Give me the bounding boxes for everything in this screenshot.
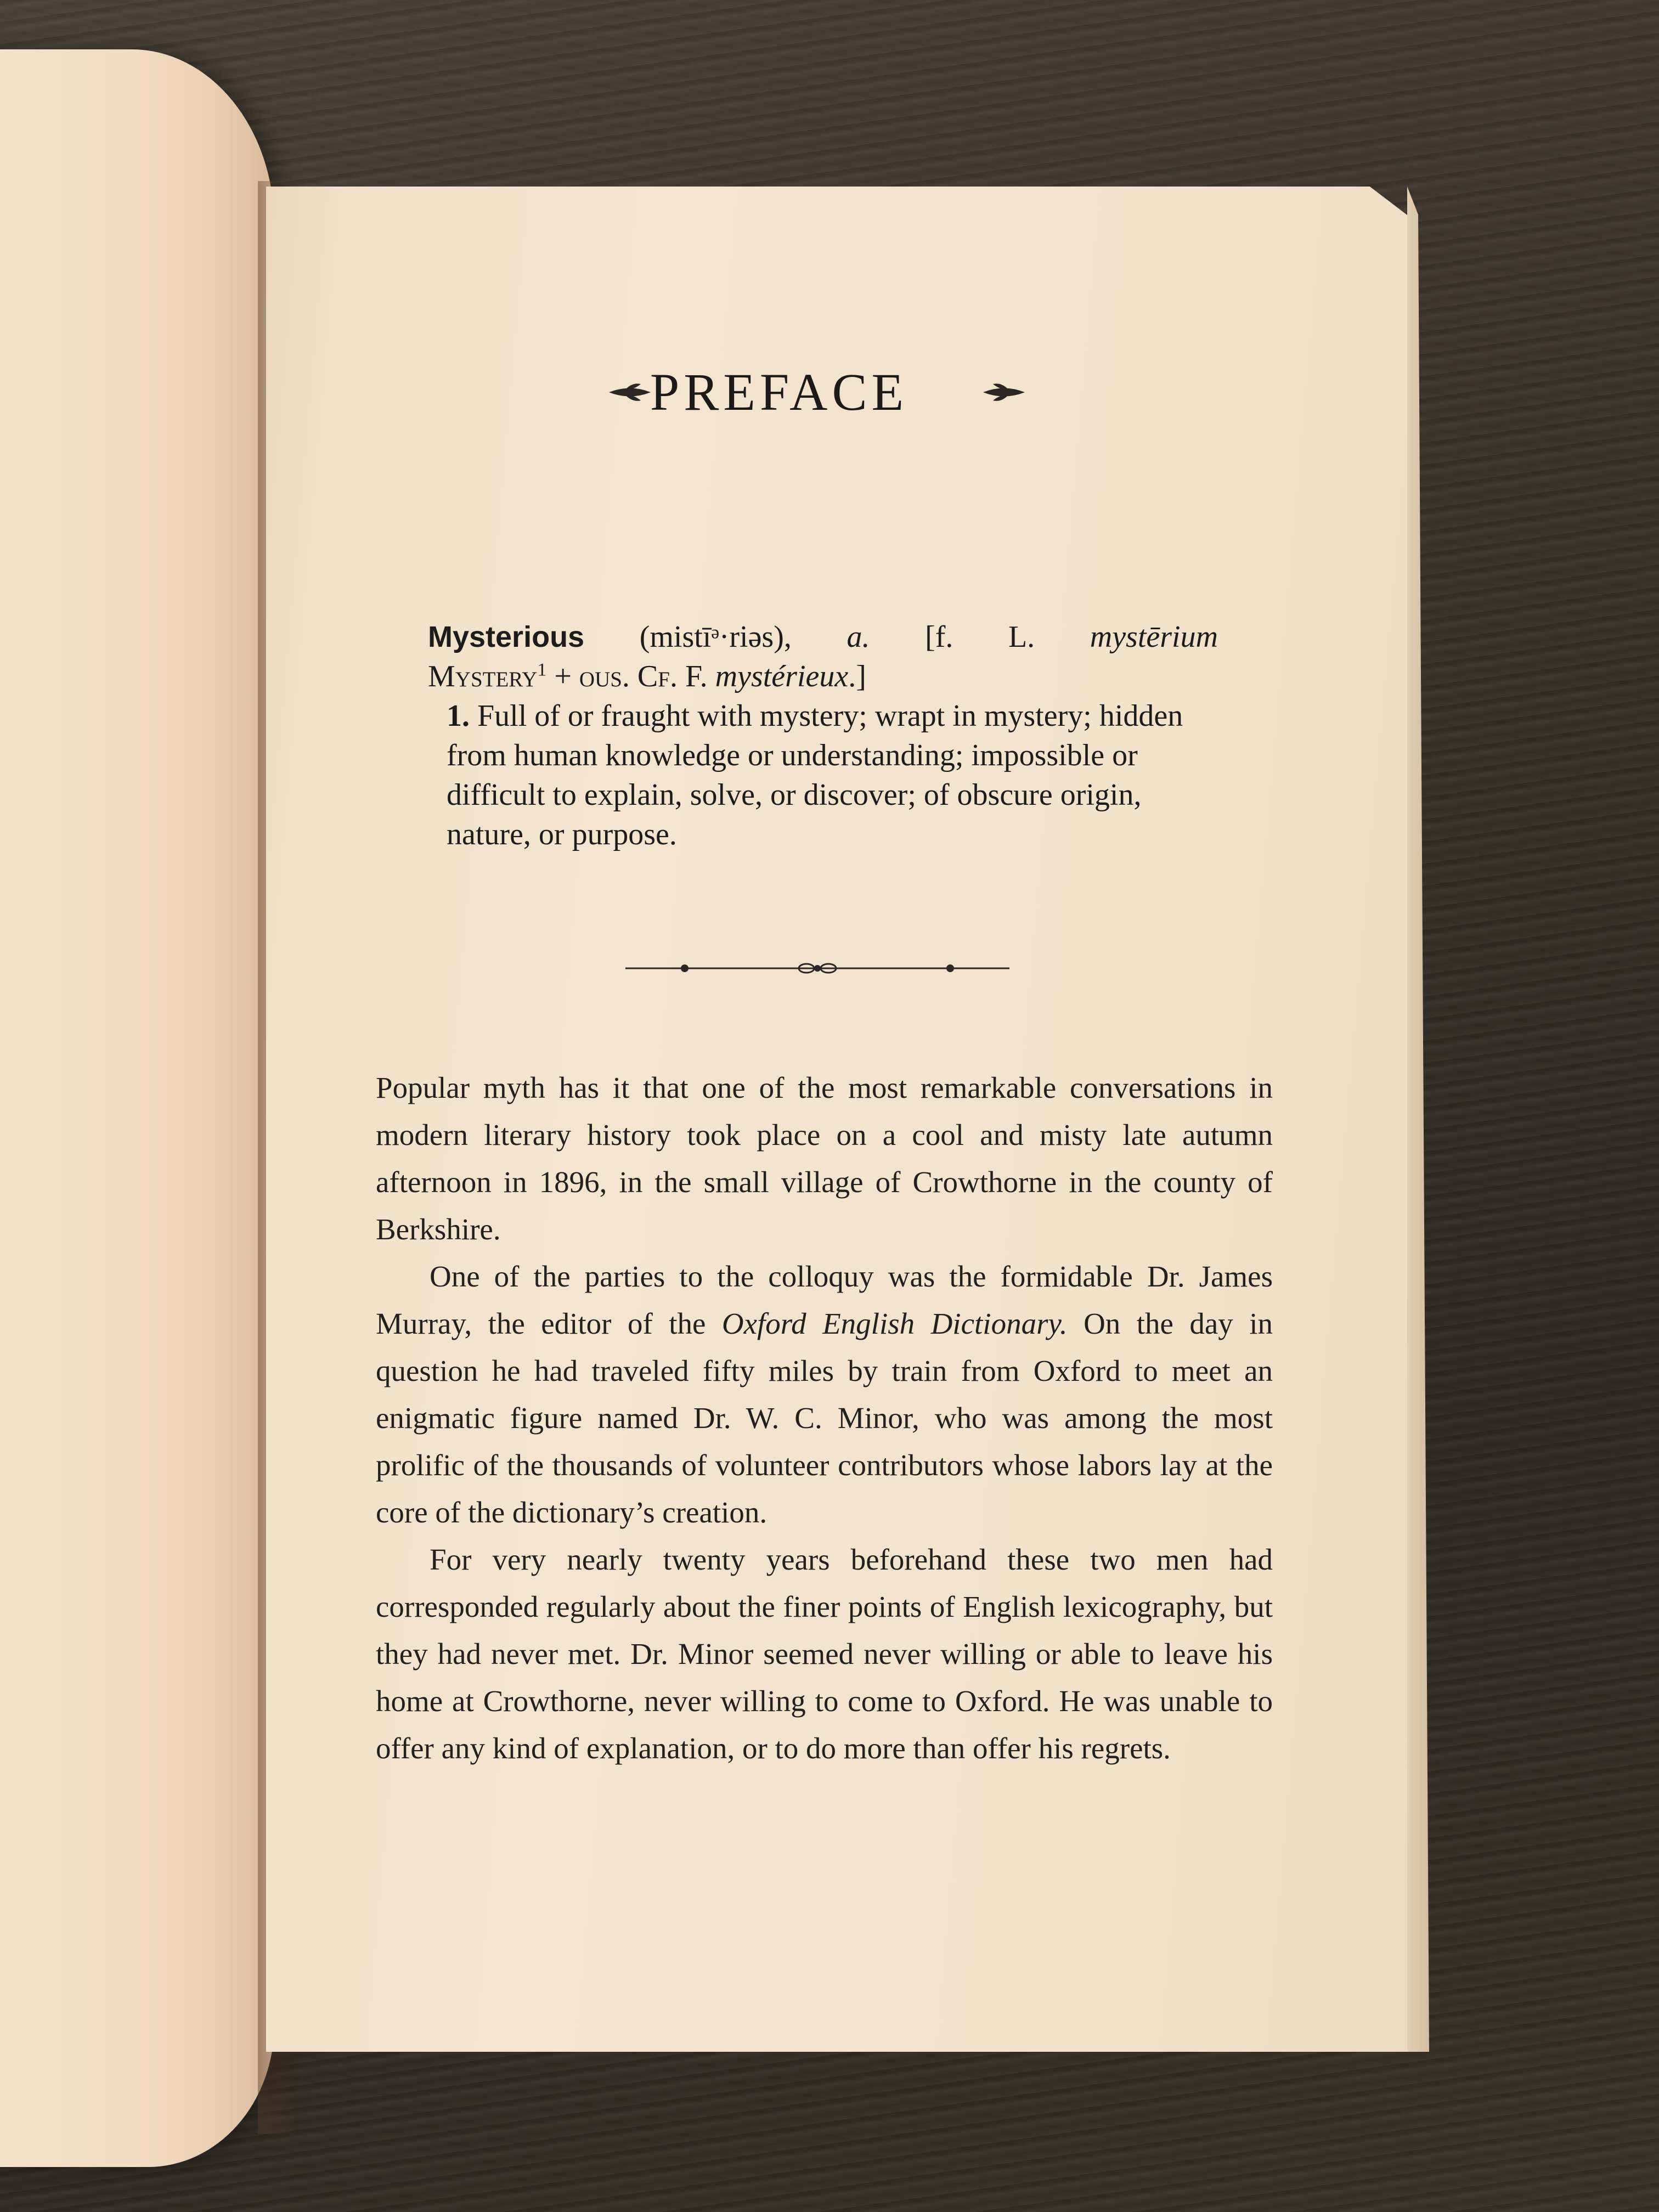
- body-text: [376, 1064, 1273, 1772]
- paragraph-2-end: On the day in question he had traveled fifty miles by train from Oxford to meet an enigmatic figure named Dr. W. C. Minor, who was among the most prolific of the thousands of volunteer contributors whose labors lay at the core of the dictionary’s creation.: [376, 1307, 1273, 1529]
- entry-cross-reference: Mystery: [428, 659, 538, 693]
- entry-headword: Mysterious: [428, 620, 585, 653]
- entry-pronunciation: (mistīᵊ·riəs),: [639, 620, 792, 654]
- paragraph-2-book-title: Oxford English Dictionary.: [721, 1307, 1068, 1340]
- entry-sense-number: 1.: [447, 699, 470, 733]
- dictionary-entry: [428, 617, 1218, 854]
- entry-etymology-close: .]: [848, 659, 866, 693]
- entry-etymology-latin: mystērium: [1090, 620, 1218, 654]
- page-edge: [1407, 187, 1429, 2052]
- paragraph-1: Popular myth has it that one of the most remarkable conversations in modern literary history took place on a cool and misty late autumn afternoon in 1896, in the small village of Crowthorne in the county of Berkshire.: [376, 1071, 1273, 1246]
- section-divider-ornament-icon: [625, 957, 1009, 979]
- entry-part-of-speech: a.: [847, 620, 870, 654]
- page-title: PREFACE: [650, 363, 909, 421]
- entry-etymology-french: mystérieux: [715, 659, 849, 693]
- entry-sense-text: Full of or fraught with mystery; wrapt in mystery; hidden from human knowledge or understanding; impossible or difficult to explain, solve, or discover; of obscure origin, nature, or purpose.: [447, 699, 1183, 851]
- left-page: [0, 49, 274, 2167]
- paragraph-2-start: One of the parties to the colloquy was the formidable Dr. James Murray, the editor of the: [376, 1260, 1273, 1340]
- right-leaf-ornament-icon: [982, 379, 1026, 406]
- entry-etymology-open: [f. L.: [925, 620, 1035, 654]
- paragraph-3: For very nearly twenty years beforehand these two men had corresponded regularly about the finer points of English lexicography, but they had never met. Dr. Minor seemed never willing or able to leave his home at Crowthorne, never willing to come to Oxford. He was unable to offer any kind of explanation, or to do more than offer his regrets.: [376, 1543, 1273, 1765]
- paragraph-2: [376, 1253, 1273, 1536]
- entry-superscript: 1: [537, 659, 547, 680]
- entry-etymology-rest: + ous. Cf. F.: [546, 659, 708, 693]
